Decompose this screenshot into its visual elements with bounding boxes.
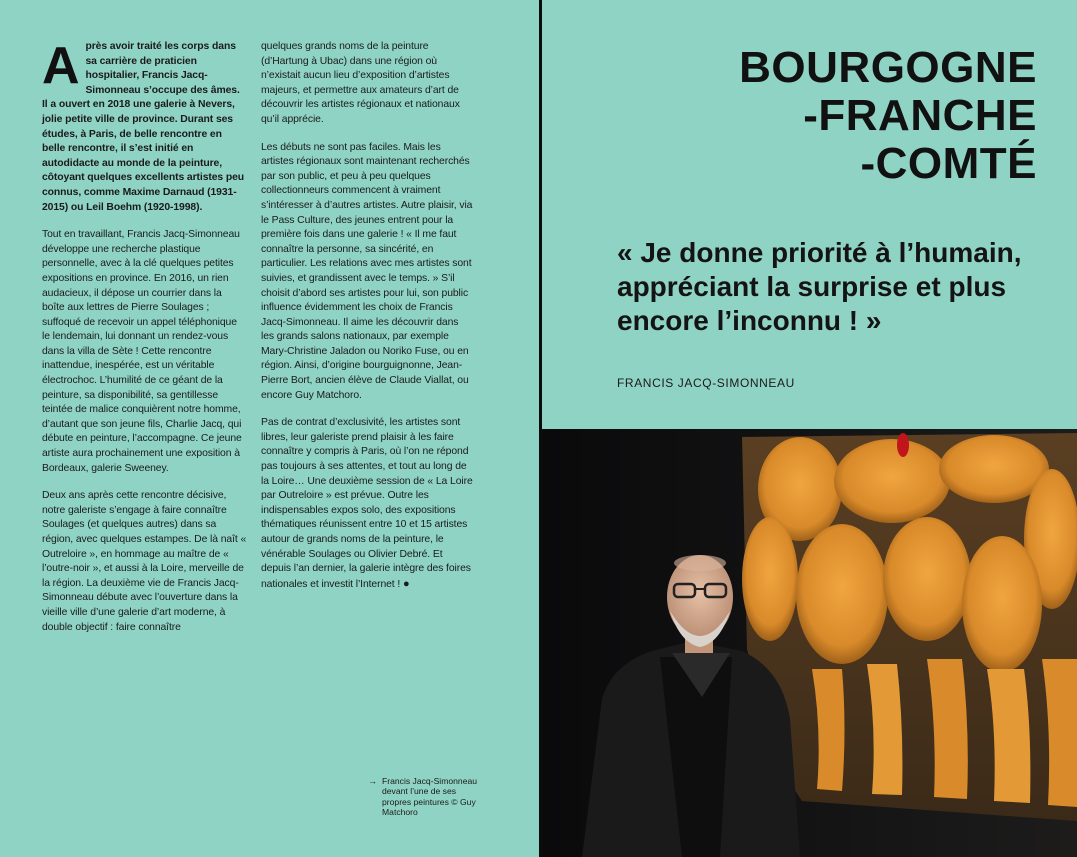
end-mark-icon: ● (402, 577, 410, 590)
article-paragraph-3: Deux ans après cette rencontre décisive, notre galeriste s’engage à faire connaître Soulages (et quelques autres) dans sa région, avec quelques estampes. De là naît « Outreloire », en hommage au maître de « l’outre-noir », et aussi à la Loire, merveille de la région. La deuxième vie de Francis Jacq-Simonneau débute avec l’ouverture dans la vieille ville d’une galerie d’art moderne, à double objectif : faire connaître (42, 490, 247, 633)
region-title-line-1: BOURGOGNE (739, 43, 1037, 92)
article-paragraph-6-text: Pas de contrat d’exclusivité, les artistes sont libres, leur galeriste prend plaisir à les faire connaître y compris à Paris, où l’on ne répond pas toujours à ses attentes, et tout au long de la Loire… Une deuxième session de « La Loire par Outreloire » est prévue. Outre les indispensables expos solo, des expositions thématiques réunissent entre 10 et 15 artistes autour de grands noms de la peinture, le vénérable Soulages ou Olivier Debré. Et depuis l’an dernier, la galerie intègre des foires nationales et investit l’Internet ! (261, 417, 473, 590)
region-title (567, 44, 1037, 188)
pull-quote: « Je donne priorité à l’humain, appréciant la surprise et plus encore l’inconnu ! » (617, 237, 1022, 336)
photo-illustration (542, 429, 1077, 857)
region-title-line-3: -COMTÉ (860, 139, 1037, 188)
drop-cap: A (42, 37, 80, 95)
photo-caption (368, 776, 478, 818)
article-column-1 (42, 37, 247, 648)
article-paragraph-6 (261, 416, 473, 592)
caption-arrow-icon: → (368, 776, 377, 786)
gallerist-photo (542, 429, 1077, 857)
article-column-2 (261, 40, 473, 605)
article-paragraph-2: Tout en travaillant, Francis Jacq-Simonneau développe une recherche plastique personnelle, avec à la clé quelques petites expositions en province. En 2016, un rien audacieux, il dépose un courrier dans la boîte aux lettres de Pierre Soulages ; suffoqué de recevoir un appel téléphonique le lendemain, lui donnant un rendez-vous dans la villa de Sète ! Cette rencontre inattendue, inespérée, est un véritable électrochoc. L’humilité de ce géant de la peinture, sa disponibilité, sa gentillesse teintée de malice conquièrent notre homme, d’autant que son jeune fils, Charlie Jacq, qui débute en peinture, l’accompagne. Ce jeune artiste aura prochainement une exposition à Bordeaux, galerie Sweeney. (42, 229, 242, 474)
red-mark (897, 433, 909, 457)
article-paragraph-4: quelques grands noms de la peinture (d’Hartung à Ubac) dans une région où n’existait aucun lieu d’exposition d’artistes majeurs, et permettre aux amateurs d’art de découvrir les artistes régionaux et nationaux qu’il apprécie. (261, 41, 460, 125)
right-page (542, 0, 1077, 857)
lead-text: près avoir traité les corps dans sa carrière de praticien hospitalier, Francis Jacq-Simonneau s’occupe des âmes. Il a ouvert en 2018 une galerie à Nevers, jolie petite ville de province. Durant ses études, à Paris, de belle rencontre en belle rencontre, il s’est initié en autodidacte au monde de la peinture, côtoyant quelques excellents artistes peu connus, comme Maxime Darnaud (1931-2015) ou Leil Boehm (1920-1998). (42, 41, 245, 213)
region-title-line-2: -FRANCHE (803, 91, 1037, 140)
lead-paragraph (42, 37, 247, 215)
caption-text: Francis Jacq-Simonneau devant l’une de ses propres peintures © Guy Matchoro (382, 776, 478, 818)
pull-quote-author: FRANCIS JACQ-SIMONNEAU (617, 376, 795, 390)
article-paragraph-5: Les débuts ne sont pas faciles. Mais les artistes régionaux sont maintenant recherchés par son public, et peu à peu quelques collectionneurs commencent à vraiment s’intéresser à d’autres artistes. Autre plaisir, via le Pass Culture, des jeunes entrent pour la première fois dans une galerie ! « Il me faut connaître la personne, sa sincérité, en particulier. Les relations avec mes artistes sont suivies, et grandissent avec le temps. » S’il choisit d’abord ses artistes pour lui, son public influence évidemment les choix de Francis Jacq-Simonneau. Il aime les découvrir dans les grands salons nationaux, par exemple Mary-Christine Jaladon ou Noriko Fuse, ou en région. Ainsi, d’origine bourguignonne, Jean-Pierre Bort, ancien élève de Claude Viallat, ou encore Guy Matchoro. (261, 141, 473, 401)
